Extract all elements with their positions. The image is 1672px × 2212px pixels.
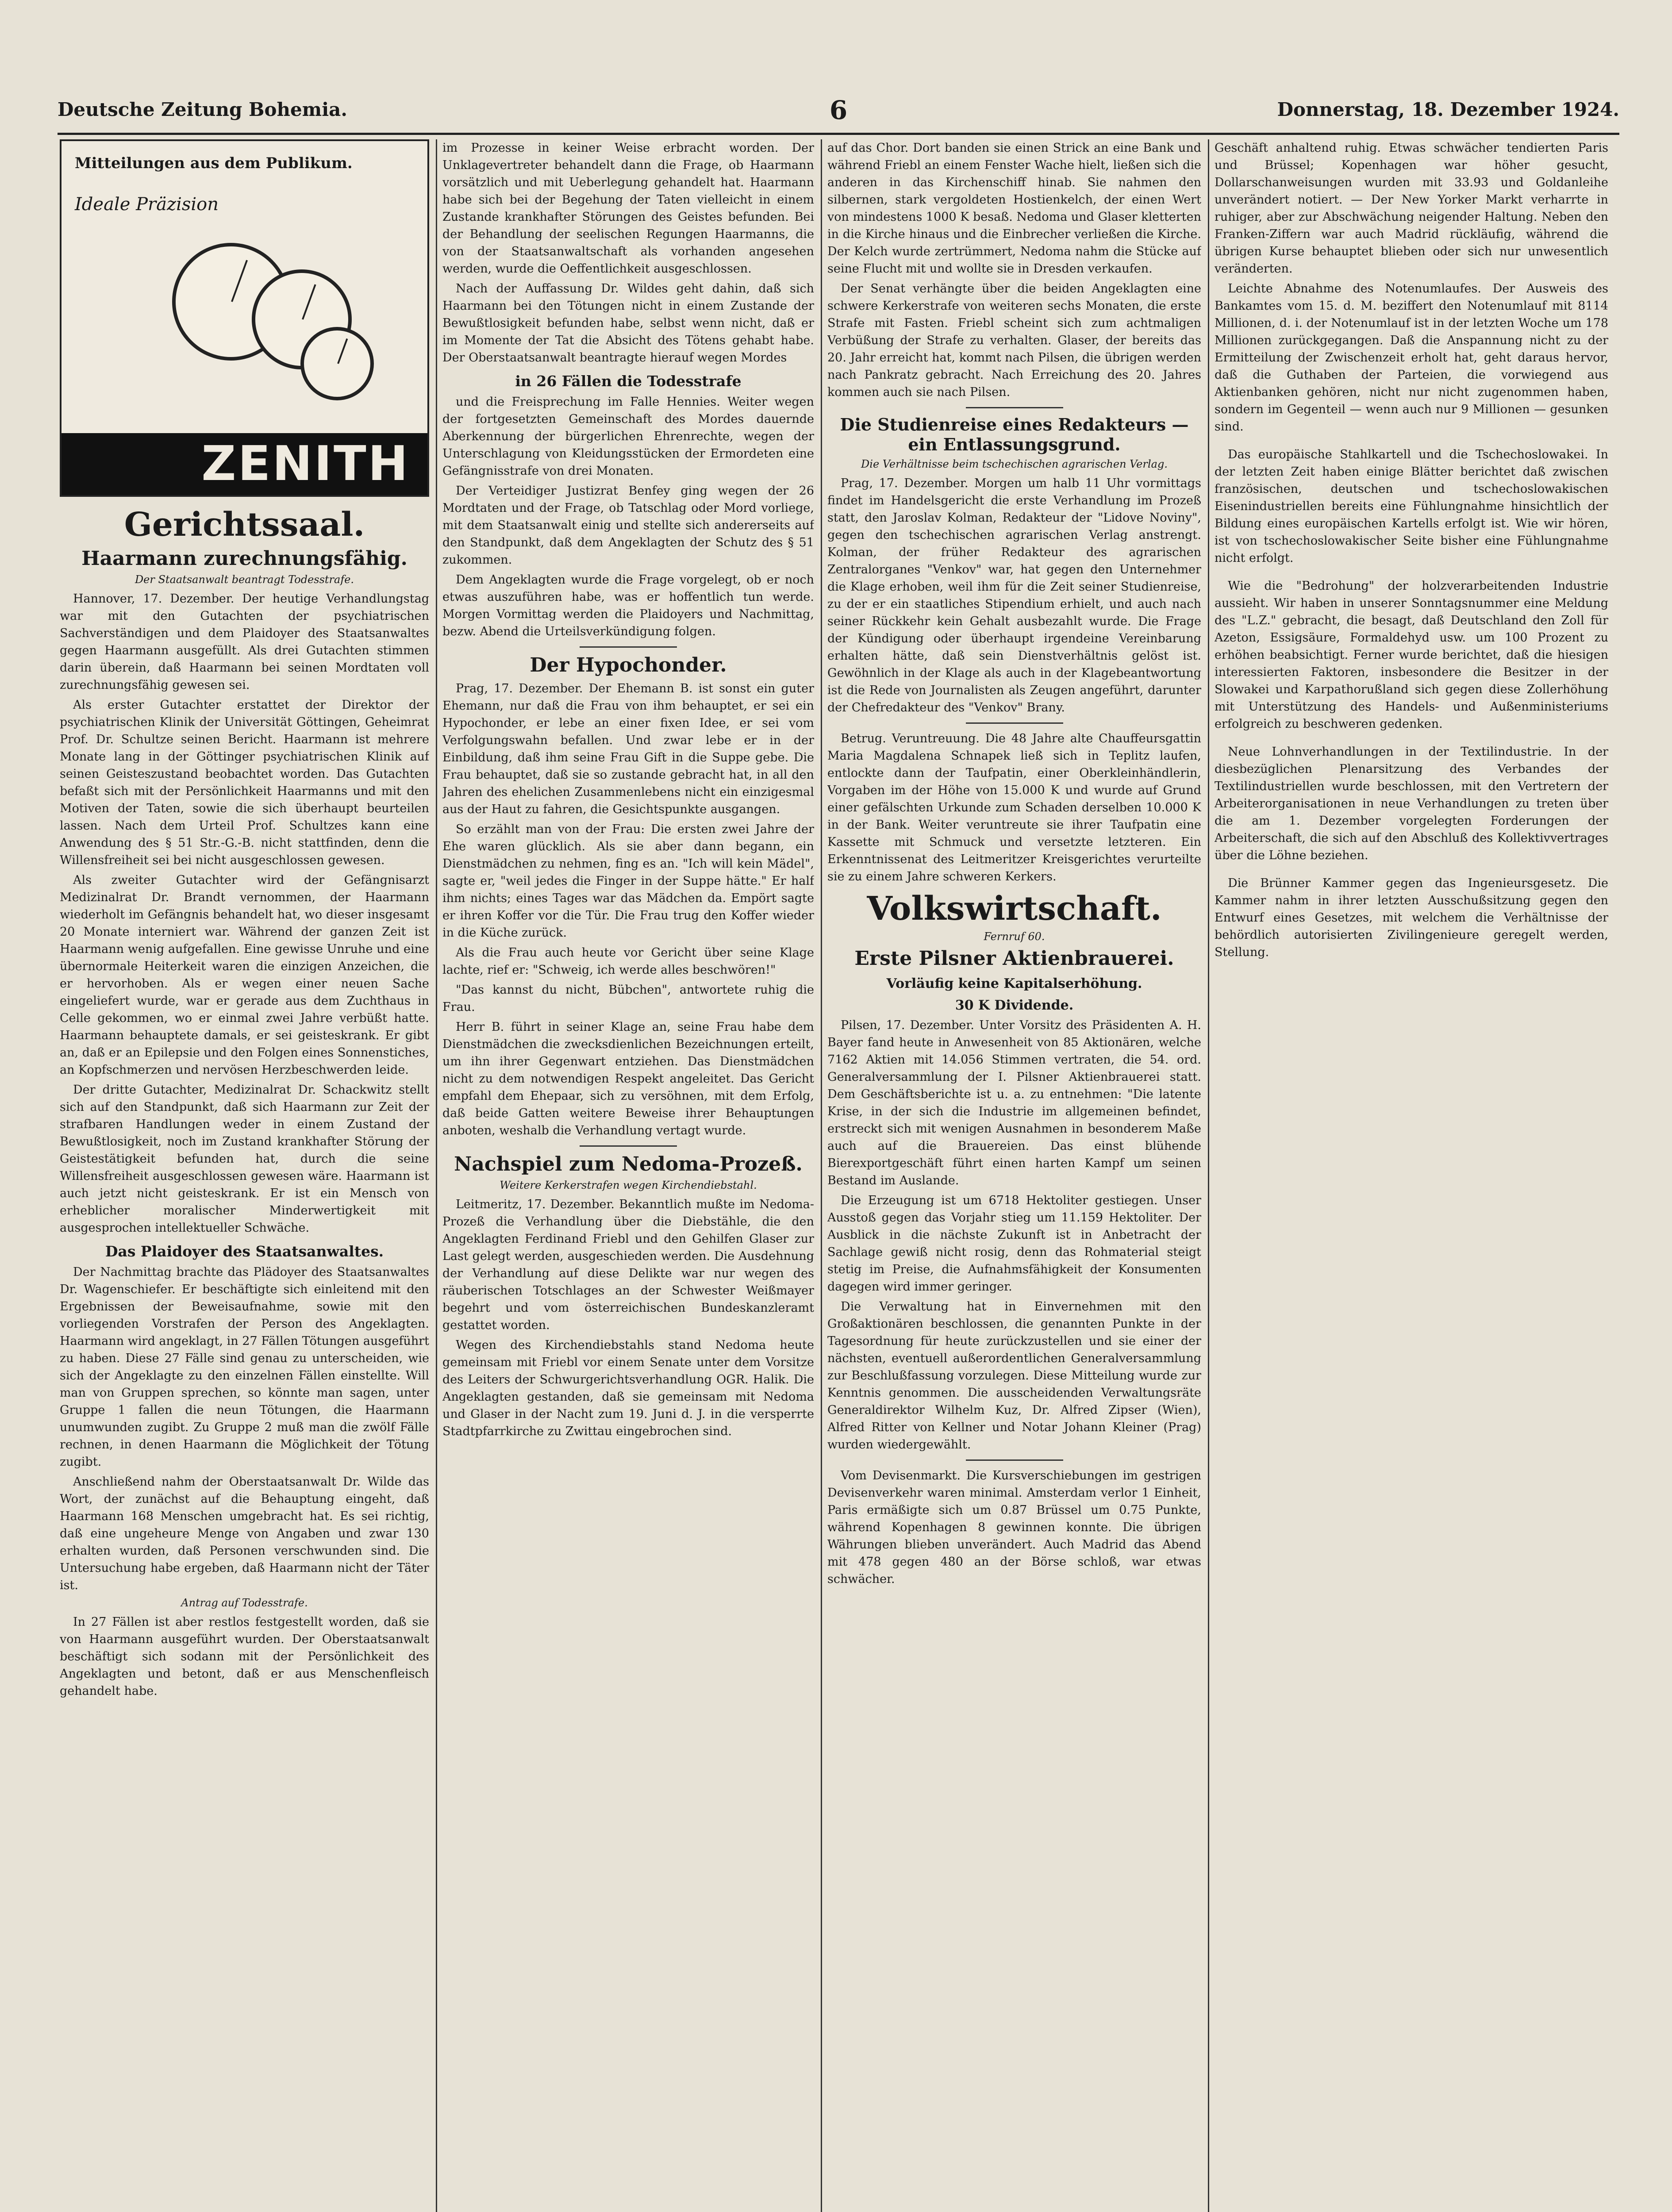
article-paragraph: In 27 Fällen ist aber restlos festgestellt worden, daß sie von Haarmann ausgeführt wurden. Der Oberstaatsanwalt beschäftigt sich sodann mit der Persönlichkeit des Angeklagten und betont, daß er aus Menschenfleisch gehandelt habe. bbox=[60, 1615, 429, 1698]
column-2 bbox=[442, 139, 814, 2212]
article-paragraph: Als erster Gutachter erstattet der Direktor der psychiatrischen Klinik der Universität Göttingen, Geheimrat Prof. Dr. Schultze seinen Bericht. Haarmann ist mehrere Monate lang in der Göttinger psychiatrischen Klinik auf seinen Geisteszustand beobachtet worden. Das Gutachten befaßt sich mit der Persönlichkeit Haarmanns und mit den Motiven der Taten, sowie die sich überhaupt beurteilen lassen. Nach dem Urteil Prof. Schultzes kann eine Anwendung des § 51 Str.-G.-B. nicht stattfinden, denn die Willensfreiheit sei bei nicht ausgeschlossen gewesen. bbox=[60, 698, 429, 867]
article-paragraph: und die Freisprechung im Falle Hennies. Weiter wegen der fortgesetzten Gemeinschaft des Mordes dauernde Aberkennung der bürgerlichen Ehrenrechte, wegen der Unterschlagung von Kleidungsstücken der Ermordeten eine Gefängnisstrafe von drei Monaten. bbox=[442, 395, 814, 478]
column-1 bbox=[60, 139, 429, 2212]
article-paragraph: Wegen des Kirchendiebstahls stand Nedoma heute gemeinsam mit Friebl vor einem Senate unter dem Vorsitze des Leiters der Schwurgerichtsverhandlung OGR. Halik. Die Angeklagten gestanden, daß sie gemeinsam mit Nedoma und Glaser in der Nacht zum 19. Juni d. J. in die versperrte Stadtpfarrkirche zu Zwittau eingebrochen sind. bbox=[442, 1338, 814, 1438]
article-subtitle: 30 K Dividende. bbox=[955, 998, 1074, 1013]
column-divider bbox=[1208, 139, 1209, 2212]
article-divider bbox=[580, 646, 677, 648]
article-subtitle: Der Staatsanwalt beantragt Todesstrafe. bbox=[135, 573, 354, 586]
header-date: Donnerstag, 18. Dezember 1924. bbox=[1277, 99, 1619, 120]
article-paragraph: Leichte Abnahme des Notenumlaufes. Der Ausweis des Bankamtes vom 15. d. M. beziffert den Notenumlauf mit 8114 Millionen, d. i. der Notenumlauf ist in der letzten Woche um 178 Millionen zurückgegangen. Daß die Anspannung nicht zu der Ermitteilung der Zwischenzeit erholt hat, geht daraus hervor, daß die Guthaben der Parteien, die vorwiegend aus Aktienbanken gehören, nicht nur nicht zugenommen haben, sondern im Gegenteil — wenn auch nur 9 Millionen — gesunken sind. bbox=[1215, 282, 1608, 434]
article-paragraph: Der dritte Gutachter, Medizinalrat Dr. Schackwitz stellt sich auf den Standpunkt, daß sich Haarmann zur Zeit der strafbaren Handlungen weder in einem Zustand der Bewußtlosigkeit, noch im Zustand krankhafter Störung der Geistestätigkeit befunden hat, durch die seine Willensfreiheit ausgeschlossen gewesen wäre. Haarmann ist auch jetzt nicht geisteskrank. Er ist ein Mensch von erheblicher moralischer Minderwertigkeit mit ausgesprochen intellektueller Schwäche. bbox=[60, 1083, 429, 1235]
section-subtitle: Fernruf 60. bbox=[984, 930, 1045, 943]
column-4 bbox=[1215, 139, 1608, 2212]
column-divider bbox=[821, 139, 822, 2212]
zenith-advertisement bbox=[60, 139, 429, 497]
column-3 bbox=[827, 139, 1201, 2212]
article-paragraph: Nach der Auffassung Dr. Wildes geht dahin, daß sich Haarmann bei den Tötungen nicht in einem Zustande der Bewußtlosigkeit befunden habe, selbst wenn nicht, daß er im Momente der Tat die Absicht des Tötens gehabt habe. Der Oberstaatsanwalt beantragte hierauf wegen Mordes bbox=[442, 282, 814, 365]
article-paragraph: Vom Devisenmarkt. Die Kursverschiebungen im gestrigen Devisenverkehr waren minimal. Amsterdam verlor 1 Einheit, Paris ermäßigte sich um 0.87 Brüssel um 0.75 Punkte, während Kopenhagen 8 gewinnen konnte. Die übrigen Währungen blieben unverändert. Auch Madrid das Abend mit 478 gegen 480 an der Börse schloß, war etwas schwächer. bbox=[827, 1469, 1201, 1586]
article-divider bbox=[966, 1459, 1063, 1461]
article-paragraph: Geschäft anhaltend ruhig. Etwas schwächer tendierten Paris und Brüssel; Kopenhagen war höher gesucht, Dollarschanweisungen wurden mit 33.93 und Goldanleihe unverändert notiert. — Der New Yorker Markt verharrte in ruhiger, aber zur Abschwächung neigender Haltung. Neben den Franken-Ziffern war auch Madrid rückläufig, während die übrigen Kurse behauptet blieben oder sich nur unwesentlich veränderten. bbox=[1215, 141, 1608, 276]
article-paragraph: Die Brünner Kammer gegen das Ingenieursgesetz. Die Kammer nahm in ihrer letzten Ausschußsitzung gegen den Entwurf eines Gesetzes, mit welchem die Verhältnisse der behördlich autorisierten Zivilingenieure geregelt werden, Stellung. bbox=[1215, 876, 1608, 959]
article-paragraph: Betrug. Veruntreuung. Die 48 Jahre alte Chauffeursgattin Maria Magdalena Schnapek ließ sich in Teplitz laufen, entlockte dann der Taufpatin, einer Oberkleinhändlerin, Vorgaben im der Höhe von 15.000 K und wurde auf Grund einer gefälschten Urkunde zum Schaden derselben 10.000 K in der Bank. Weiter veruntreute sie ihrer Taufpatin eine Kassette mit Schmuck und versetzte letzteren. Ein Erkenntnissenat des Leitmeritzer Kreisgerichtes verurteilte sie zu einem Jahre schweren Kerkers. bbox=[827, 732, 1201, 883]
article-paragraph: Anschließend nahm der Oberstaatsanwalt Dr. Wilde das Wort, der zunächst auf die Behauptung eingeht, daß Haarmann 168 Menschen umgebracht hat. Es sei richtig, daß eine ungeheure Menge von Angaben und zwar 130 erhalten wurden, daß Personen verschwunden sind. Die Untersuchung habe ergeben, daß Haarmann nicht der Täter ist. bbox=[60, 1475, 429, 1592]
pocket-watch-icon bbox=[300, 327, 374, 400]
article-paragraph: Der Verteidiger Justizrat Benfey ging wegen der 26 Mordtaten und der Frage, ob Tatschlag oder Mord vorliege, mit dem Staatsanwalt einig und stellte sich andererseits auf den Standpunkt, daß dem Angeklagten der Schutz des § 51 zukommen. bbox=[442, 484, 814, 567]
article-subtitle: Weitere Kerkerstrafen wegen Kirchendiebstahl. bbox=[500, 1179, 757, 1191]
section-title-volkswirtschaft: Volkswirtschaft. bbox=[867, 890, 1162, 928]
article-paragraph: Prag, 17. Dezember. Der Ehemann B. ist sonst ein guter Ehemann, nur daß die Frau von ihm behauptet, er sei ein Hypochonder, er lebe an einer fixen Idee, er sei vom Verfolgungswahn befallen. Und zwar lebe er in der Einbildung, daß ihm seine Frau Gift in die Suppe gebe. Die Frau behauptet, daß sie so zustande gebracht hat, in all den Jahren des ehelichen Zusammenlebens nicht ein einzigesmal aus der Haut zu fahren, die Gesichtspunkte ausgangen. bbox=[442, 682, 814, 816]
article-title: Der Hypochonder. bbox=[530, 654, 727, 676]
article-paragraph: auf das Chor. Dort banden sie einen Strick an eine Bank und während Friebl an einem Fenster Wache hielt, ließen sich die anderen in das Kirchenschiff hinab. Sie nahmen den silbernen, stark vergoldeten Hostienkelch, der einen Wert von mindestens 1000 K besaß. Nedoma und Glaser kletterten in die Kirche hinaus und die Einbrecher verließen die Kirche. Der Kelch wurde zertrümmert, Nedoma nahm die Stücke auf seine Flucht mit und wollte sie in Dresden verkaufen. bbox=[827, 141, 1201, 276]
article-subheading: Das Plaidoyer des Staatsanwaltes. bbox=[105, 1243, 384, 1260]
article-paragraph: Hannover, 17. Dezember. Der heutige Verhandlungstag war mit den Gutachten der psychiatrischen Sachverständigen und dem Plaidoyer des Staatsanwaltes gegen Haarmann ausgefüllt. Als drei Gutachten stimmen darin überein, daß Haarmann bei seinen Mordtaten voll zurechnungsfähig gewesen sei. bbox=[60, 592, 429, 692]
header-newspaper-name: Deutsche Zeitung Bohemia. bbox=[58, 99, 347, 120]
article-subtitle: Vorläufig keine Kapitalserhöhung. bbox=[886, 976, 1142, 991]
article-divider bbox=[966, 722, 1063, 724]
article-paragraph: Pilsen, 17. Dezember. Unter Vorsitz des Präsidenten A. H. Bayer fand heute in Anwesenheit von 85 Aktionären, welche 7162 Aktien mit 14.056 Stimmen vertraten, die 54. ord. Generalversammlung der I. Pilsner Aktienbrauerei statt. Dem Geschäftsberichte ist u. a. zu entnehmen: "Die latente Krise, in der sich die Industrie im allgemeinen befindet, erstreckt sich mit wenigen Ausnahmen in besonderem Maße auch auf die Brauereien. Das einst blühende Bierexportgeschäft führt einen harten Kampf um seinen Bestand im Auslande. bbox=[827, 1018, 1201, 1187]
article-title: Haarmann zurechnungsfähig. bbox=[81, 547, 407, 570]
header-page-number: 6 bbox=[829, 95, 848, 125]
ad-heading: Mitteilungen aus dem Publikum. bbox=[75, 154, 353, 172]
column-divider bbox=[436, 139, 437, 2212]
article-paragraph: "Das kannst du nicht, Bübchen", antwortete ruhig die Frau. bbox=[442, 983, 814, 1014]
article-paragraph: Prag, 17. Dezember. Morgen um halb 11 Uhr vormittags findet im Handelsgericht die erste Verhandlung im Prozeß statt, den Jaroslav Kolman, Redakteur der "Lidove Noviny", gegen den tschechischen agrarischen Verlag anstrengt. Kolman, der früher Redakteur des agrarischen Zentralorganes "Venkov" war, hat gegen den Unternehmer die Klage erhoben, weil ihm für die Zeit seiner Studienreise, zu der er ein staatliches Stipendium erhielt, und auch nach seiner Rückkehr kein Gehalt ausbezahlt wurde. Die Frage der Kündigung oder überhaupt irgendeine Vereinbarung erhalten hätte, daß sein Dienstverhältnis gelöst ist. Gewöhnlich in der Klage als auch in der Klagebeantwortung ist die Rede von Journalisten als Zeugen angeführt, darunter der Chefredakteur des "Venkov" Brany. bbox=[827, 476, 1201, 714]
ad-brand-logo: ZENITH bbox=[61, 433, 427, 495]
article-title: Nachspiel zum Nedoma-Prozeß. bbox=[454, 1153, 803, 1175]
ad-tagline: Ideale Präzision bbox=[75, 194, 219, 215]
article-paragraph: So erzählt man von der Frau: Die ersten zwei Jahre der Ehe waren glücklich. Als sie aber dann begann, ein Dienstmädchen zu nehmen, fing es an. "Ich will kein Mädel", sagte er, "weil jedes die Finger in der Suppe hätte." Er half ihm nichts; eines Tages war das Mädchen da. Empört sagte er ihren Koffer vor die Tür. Die Frau trug den Koffer wieder in die Küche zurück. bbox=[442, 822, 814, 940]
article-paragraph: Die Verwaltung hat in Einvernehmen mit den Großaktionären beschlossen, die genannten Punkte in der Tagesordnung für heute zurückzustellen und sie einer der nächsten, eventuell außerordentlichen Generalversammlung zur Beschlußfassung vorzulegen. Diese Mitteilung wurde zur Kenntnis genommen. Die ausscheidenden Verwaltungsräte Generaldirektor Wilhelm Kuz, Dr. Alfred Zipser (Wien), Alfred Ritter von Kellner und Notar Johann Kleiner (Prag) wurden wiedergewählt. bbox=[827, 1300, 1201, 1452]
article-paragraph: Der Senat verhängte über die beiden Angeklagten eine schwere Kerkerstrafe von weiteren sechs Monaten, die erste Strafe mit Fasten. Friebl scheint sich zum achtmaligen Verbüßung der Strafe zu verhalten. Glaser, der bereits das 20. Jahr erreicht hat, kommt nach Pilsen, die übrigen werden nach Pankratz gebracht. Nach Erreichung des 20. Jahres kommen auch sie nach Pilsen. bbox=[827, 282, 1201, 399]
article-paragraph: Herr B. führt in seiner Klage an, seine Frau habe dem Dienstmädchen die zwecksdienlichen Bezeichnungen erteilt, um ihn ihrer Gegenwart entziehen. Das Dienstmädchen nicht zu dem notwendigen Respekt angeleitet. Das Gericht empfahl dem Ehepaar, sich zu versöhnen, mit dem Erfolg, daß beide Gatten weitere Beweise ihrer Behauptungen anboten, weshalb die Verhandlung vertagt wurde. bbox=[442, 1020, 814, 1137]
article-paragraph: Die Erzeugung ist um 6718 Hektoliter gestiegen. Unser Ausstoß gegen das Vorjahr stieg um 11.159 Hektoliter. Der Ausblick in die nächste Zukunft ist in Anbetracht der Sachlage gewiß nicht rosig, denn das Rohmaterial steigt stetig im Preise, die Aufnahmsfähigkeit der Konsumenten dagegen wird immer geringer. bbox=[827, 1194, 1201, 1294]
verdict-highlight: in 26 Fällen die Todesstrafe bbox=[515, 373, 742, 390]
article-divider bbox=[966, 407, 1063, 408]
article-paragraph: Das europäische Stahlkartell und die Tschechoslowakei. In der letzten Zeit haben einige Blätter berichtet daß zwischen französischen, deutschen und tschechoslowakischen Eisenindustriellen bereits eine Fühlungnahme hinsichtlich der Bildung eines europäischen Kartells erfolgt ist. Wie wir hören, ist von tschechoslowakischer Seite bisher eine Fühlungnahme nicht erfolgt. bbox=[1215, 448, 1608, 565]
article-paragraph: Als die Frau auch heute vor Gericht über seine Klage lachte, rief er: "Schweig, ich werde alles beschwören!" bbox=[442, 946, 814, 977]
article-paragraph: Als zweiter Gutachter wird der Gefängnisarzt Medizinalrat Dr. Brandt vernommen, der Haarmann wiederholt im Gefängnis behandelt hat, wo dieser insgesamt 20 Monate interniert war. Während der ganzen Zeit ist Haarmann wenig aufgefallen. Eine gewisse Unruhe und eine übernormale Heiterkeit waren die einzigen Anzeichen, die er hervorhoben. Als er wegen einer neuen Sache eingeliefert wurde, war er gerade aus dem Zuchthaus in Celle gekommen, wo er einmal zwei Jahre verbüßt hatte. Haarmann behauptete damals, er sei geisteskrank. Er gibt an, daß er an Epilepsie und den Folgen eines Sonnenstiches, an Kopfschmerzen und nervösen Herzbeschwerden leide. bbox=[60, 873, 429, 1077]
article-subtitle: Die Verhältnisse beim tschechischen agrarischen Verlag. bbox=[861, 458, 1168, 470]
article-paragraph: Der Nachmittag brachte das Plädoyer des Staatsanwaltes Dr. Wagenschiefer. Er beschäftigte sich einleitend mit den Ergebnissen der Beweisaufnahme, sowie mit den vorliegenden Vorstrafen der Person des Angeklagten. Haarmann wird angeklagt, in 27 Fällen Tötungen ausgeführt zu haben. Diese 27 Fälle sind genau zu unterscheiden, wie sich der Angeklagte zu den einzelnen Fällen einstellte. Will man von Gruppen sprechen, so könnte man sagen, unter Gruppe 1 fallen die neun Tötungen, die Haarmann unumwunden zugibt. Zu Gruppe 2 muß man die zwölf Fälle rechnen, in denen Haarmann die Möglichkeit der Tötung zugibt. bbox=[60, 1265, 429, 1469]
page-header bbox=[58, 95, 1619, 131]
header-rule bbox=[58, 133, 1619, 135]
article-paragraph: Neue Lohnverhandlungen in der Textilindustrie. In der diesbezüglichen Plenarsitzung des Verbandes der Textilindustriellen wurde beschlossen, mit den Vertretern der Arbeiterorganisationen in neue Verhandlungen zu treten über die am 1. Dezember vorgelegten Forderungen der Arbeiterschaft, die sich auf den Abschluß des Kollektivvertrages über die Löhne beziehen. bbox=[1215, 745, 1608, 862]
article-divider bbox=[580, 1145, 677, 1147]
article-paragraph: Dem Angeklagten wurde die Frage vorgelegt, ob er noch etwas auszuführen habe, was er hoffentlich tun werde. Morgen Vormittag werden die Plaidoyers und Nachmittag, bezw. Abend die Urteilsverkündigung folgen. bbox=[442, 573, 814, 638]
article-subheading: Antrag auf Todesstrafe. bbox=[181, 1597, 308, 1609]
article-title: Erste Pilsner Aktienbrauerei. bbox=[854, 947, 1174, 970]
section-title-gerichtssaal: Gerichtssaal. bbox=[124, 506, 365, 544]
article-paragraph: im Prozesse in keiner Weise erbracht worden. Der Unklagevertreter behandelt dann die Frage, ob Haarmann vorsätzlich und mit Ueberlegung gehandelt hat. Haarmann habe sich bei der Begehung der Taten vielleicht in einem Zustande krankhafter Störungen des Geistes befunden. Bei der Behandlung der seelischen Regungen Haarmanns, die von der Staatsanwaltschaft als vorhanden angesehen werden, wurde die Oeffentlichkeit ausgeschlossen. bbox=[442, 141, 814, 276]
article-paragraph: Wie die "Bedrohung" der holzverarbeitenden Industrie aussieht. Wir haben in unserer Sonntagsnummer eine Meldung des "L.Z." gebracht, die besagt, daß Deutschland den Zoll für Azeton, Essigsäure, Formaldehyd usw. um 100 Prozent zu erhöhen beabsichtigt. Ferner wurde berichtet, daß die hiesigen interessierten Faktoren, insbesondere die Besitzer in der Slowakei und Karpathorußland sich gegen diese Zollerhöhung mit Unterstützung des Handels- und Außenministeriums erfolgreich zu beschweren gedenken. bbox=[1215, 579, 1608, 731]
article-paragraph: Leitmeritz, 17. Dezember. Bekanntlich mußte im Nedoma-Prozeß die Verhandlung über die Diebstähle, die den Angeklagten Ferdinand Friebl und den Gehilfen Glaser zur Last gelegt werden, ausgeschieden werden. Die Ausdehnung der Verhandlung auf diese Delikte war nur wegen des räuberischen Totschlages an der Schwester Weißmayer begehrt und vom österreichischen Bundeskanzleramt gestattet worden. bbox=[442, 1198, 814, 1332]
article-title: Die Studienreise eines Redakteurs — ein Entlassungsgrund. bbox=[840, 415, 1189, 454]
